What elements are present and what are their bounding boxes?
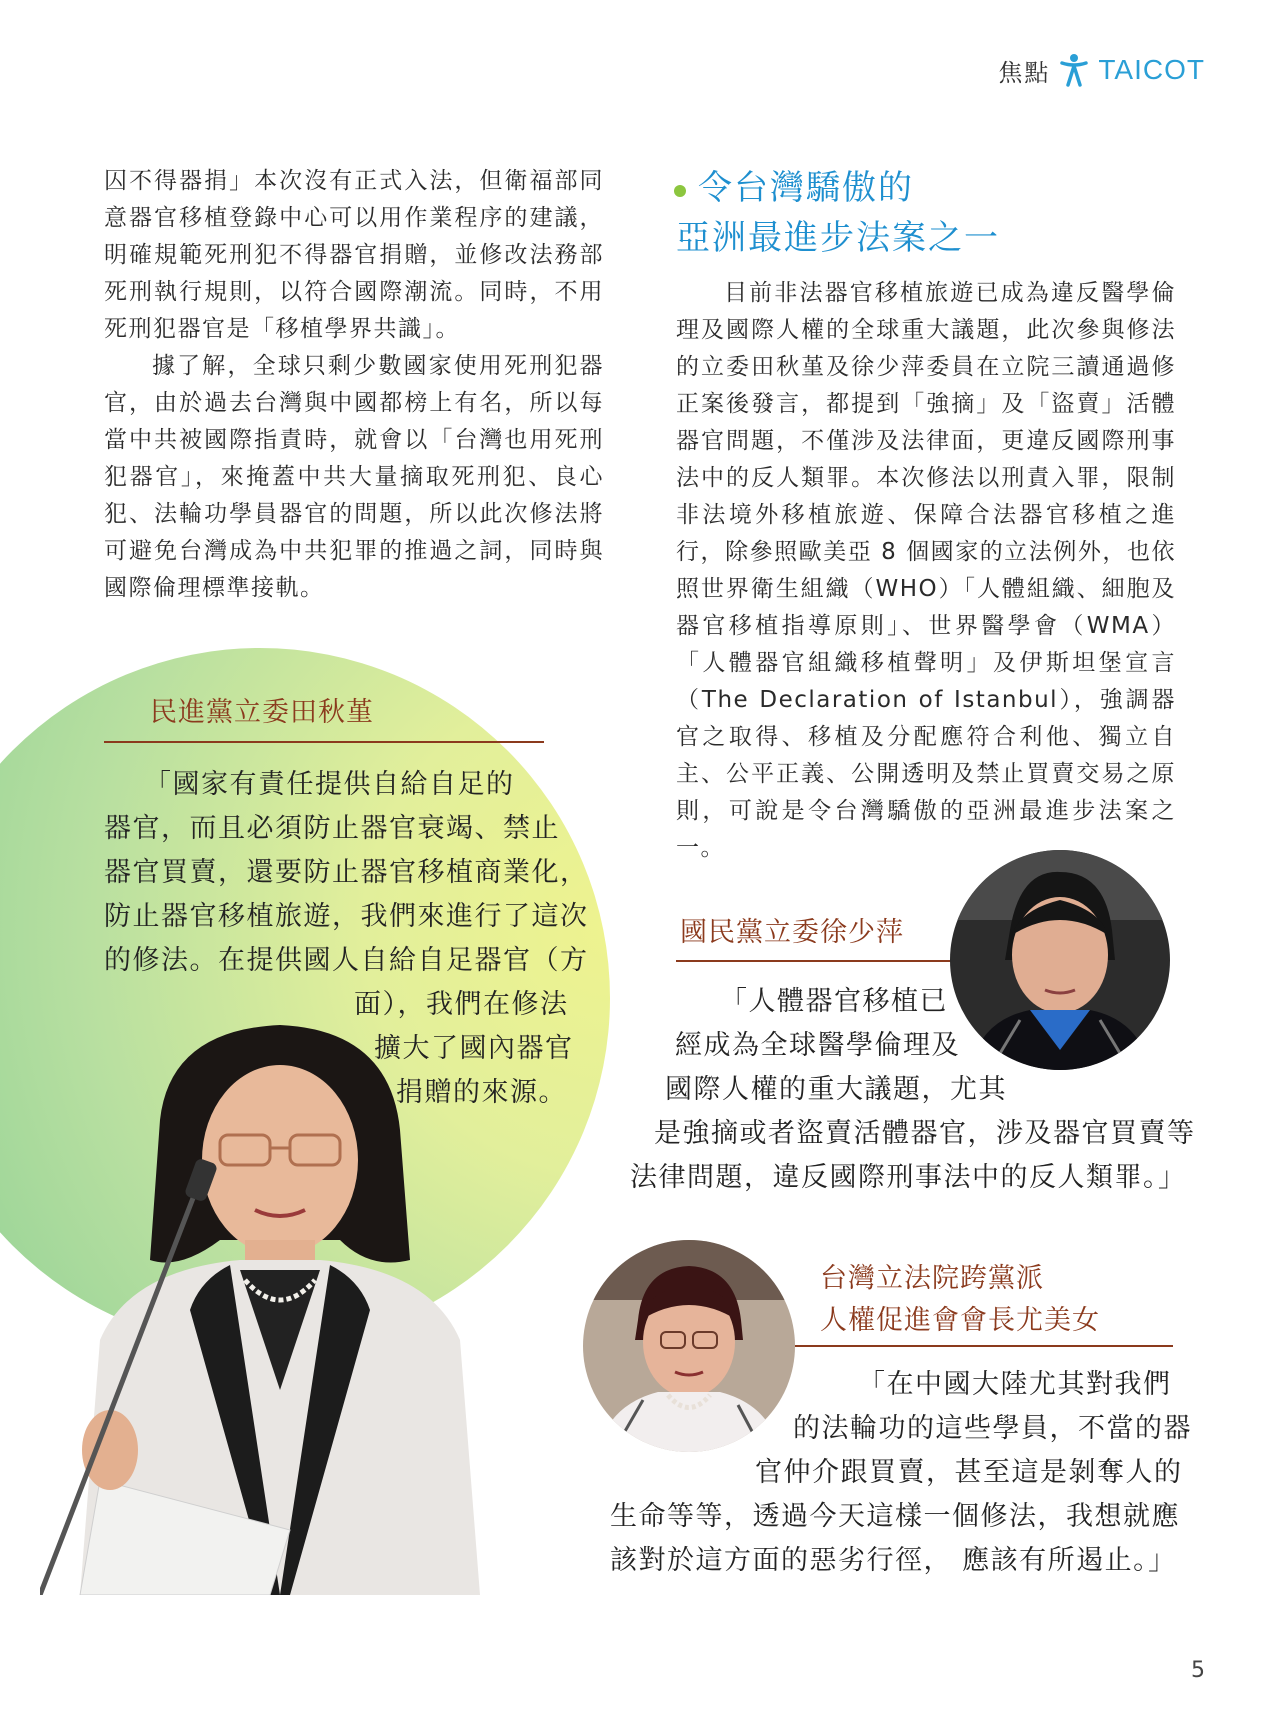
- taicot-logo-text: TAICOT: [1098, 54, 1205, 85]
- quote-line: 「人體器官移植已: [720, 986, 948, 1017]
- quote-line: 器官，而且必須防止器官衰竭、禁止: [104, 813, 560, 844]
- quote-line: 官仲介跟買賣，甚至這是剝奪人的: [755, 1457, 1183, 1488]
- speaker-line-2: 人權促進會會長尤美女: [820, 1305, 1100, 1336]
- quote-line: 經成為全球醫學倫理及: [675, 1030, 960, 1061]
- quote-line: 生命等等，透過今天這樣一個修法，我想就應: [610, 1501, 1180, 1532]
- body-paragraph: 目前非法器官移植旅遊已成為違反醫學倫理及國際人權的全球重大議題，此次參與修法的立委田秋堇及徐少萍委員在立院三讀通過修正案後發言，都提到「強摘」及「盜賣」活體器官問題，不僅涉及法律面，更違反國際刑事法中的反人類罪。本次修法以刑責入罪，限制非法境外移植旅遊、保障合法器官移植之進行，除參照歐美亞 8 個國家的立法例外，也依照世界衛生組織（WHO）「人體組織、細胞及器官移植指導原則」、世界醫學會（WMA）「人體器官組織移植聲明」及伊斯坦堡宣言（The Declaration of Istanbul），強調器官之取得、移植及分配應符合利他、獨立自主、公平正義、公開透明及禁止買賣交易之原則，可說是令台灣驕傲的亞洲最進步法案之一。: [676, 280, 1176, 861]
- quote-line: 的法輪功的這些學員，不當的器: [793, 1413, 1192, 1444]
- quote-line: 防止器官移植旅遊，我們來進行了這次: [104, 901, 589, 932]
- quote-line: 「在中國大陸尤其對我們: [858, 1369, 1172, 1400]
- taicot-person-icon: [1060, 53, 1088, 87]
- quote-line: 該對於這方面的惡劣行徑， 應該有所遏止。」: [610, 1545, 1177, 1576]
- quote-line: 「國家有責任提供自給自足的: [144, 769, 515, 800]
- right-column: [676, 163, 1176, 867]
- quote-line: 擴大了國內器官: [374, 1033, 574, 1064]
- page-header: [998, 50, 1205, 90]
- legislator-photo-left: [40, 1010, 510, 1595]
- quote-line: 器官買賣，還要防止器官移植商業化，: [104, 857, 589, 888]
- quote-speaker: 國民黨立委徐少萍: [680, 917, 904, 948]
- section-label: 焦點: [998, 58, 1051, 87]
- quote-speaker: 民進黨立委田秋堇: [150, 697, 374, 728]
- divider: [676, 960, 956, 962]
- quote-line: 的修法。在提供國人自給自足器官（方: [104, 945, 589, 976]
- divider: [795, 1345, 1173, 1347]
- body-paragraph: 據了解，全球只剩少數國家使用死刑犯器官，由於過去台灣與中國都榜上有名，所以每當中共被國際指責時，就會以「台灣也用死刑犯器官」，來掩蓋中共大量摘取死刑犯、良心犯、法輪功學員器官的問題，所以此次修法將可避免台灣成為中共犯罪的推過之詞，同時與國際倫理標準接軌。: [104, 353, 604, 601]
- quote-line: 面），我們在修法: [354, 989, 569, 1020]
- quote-text: [610, 1363, 1192, 1583]
- quote-line: 法律問題，違反國際刑事法中的反人類罪。」: [630, 1162, 1187, 1193]
- quote-line: 國際人權的重大議題，尤其: [665, 1074, 1007, 1105]
- quote-text: [620, 980, 1196, 1200]
- body-paragraph: 囚不得器捐」本次沒有正式入法，但衛福部同意器官移植登錄中心可以用作業程序的建議，明確規範死刑犯不得器官捐贈，並修改法務部死刑執行規則，以符合國際潮流。同時，不用死刑犯器官是「移植學界共識」。: [104, 168, 604, 342]
- bullet-dot-icon: [674, 185, 686, 197]
- quote-line: 捐贈的來源。: [396, 1077, 567, 1108]
- page-number: 5: [1191, 1658, 1205, 1683]
- speaker-line-1: 台灣立法院跨黨派: [820, 1263, 1044, 1294]
- section-heading: [676, 163, 1176, 263]
- divider: [104, 741, 544, 743]
- heading-line-1: 令台灣驕傲的: [698, 168, 914, 208]
- heading-line-2: 亞洲最進步法案之一: [676, 218, 1000, 258]
- quote-line: 是強摘或者盜賣活體器官，涉及器官買賣等: [654, 1118, 1196, 1149]
- quote-speaker: [820, 1258, 1180, 1342]
- left-column: [104, 163, 604, 607]
